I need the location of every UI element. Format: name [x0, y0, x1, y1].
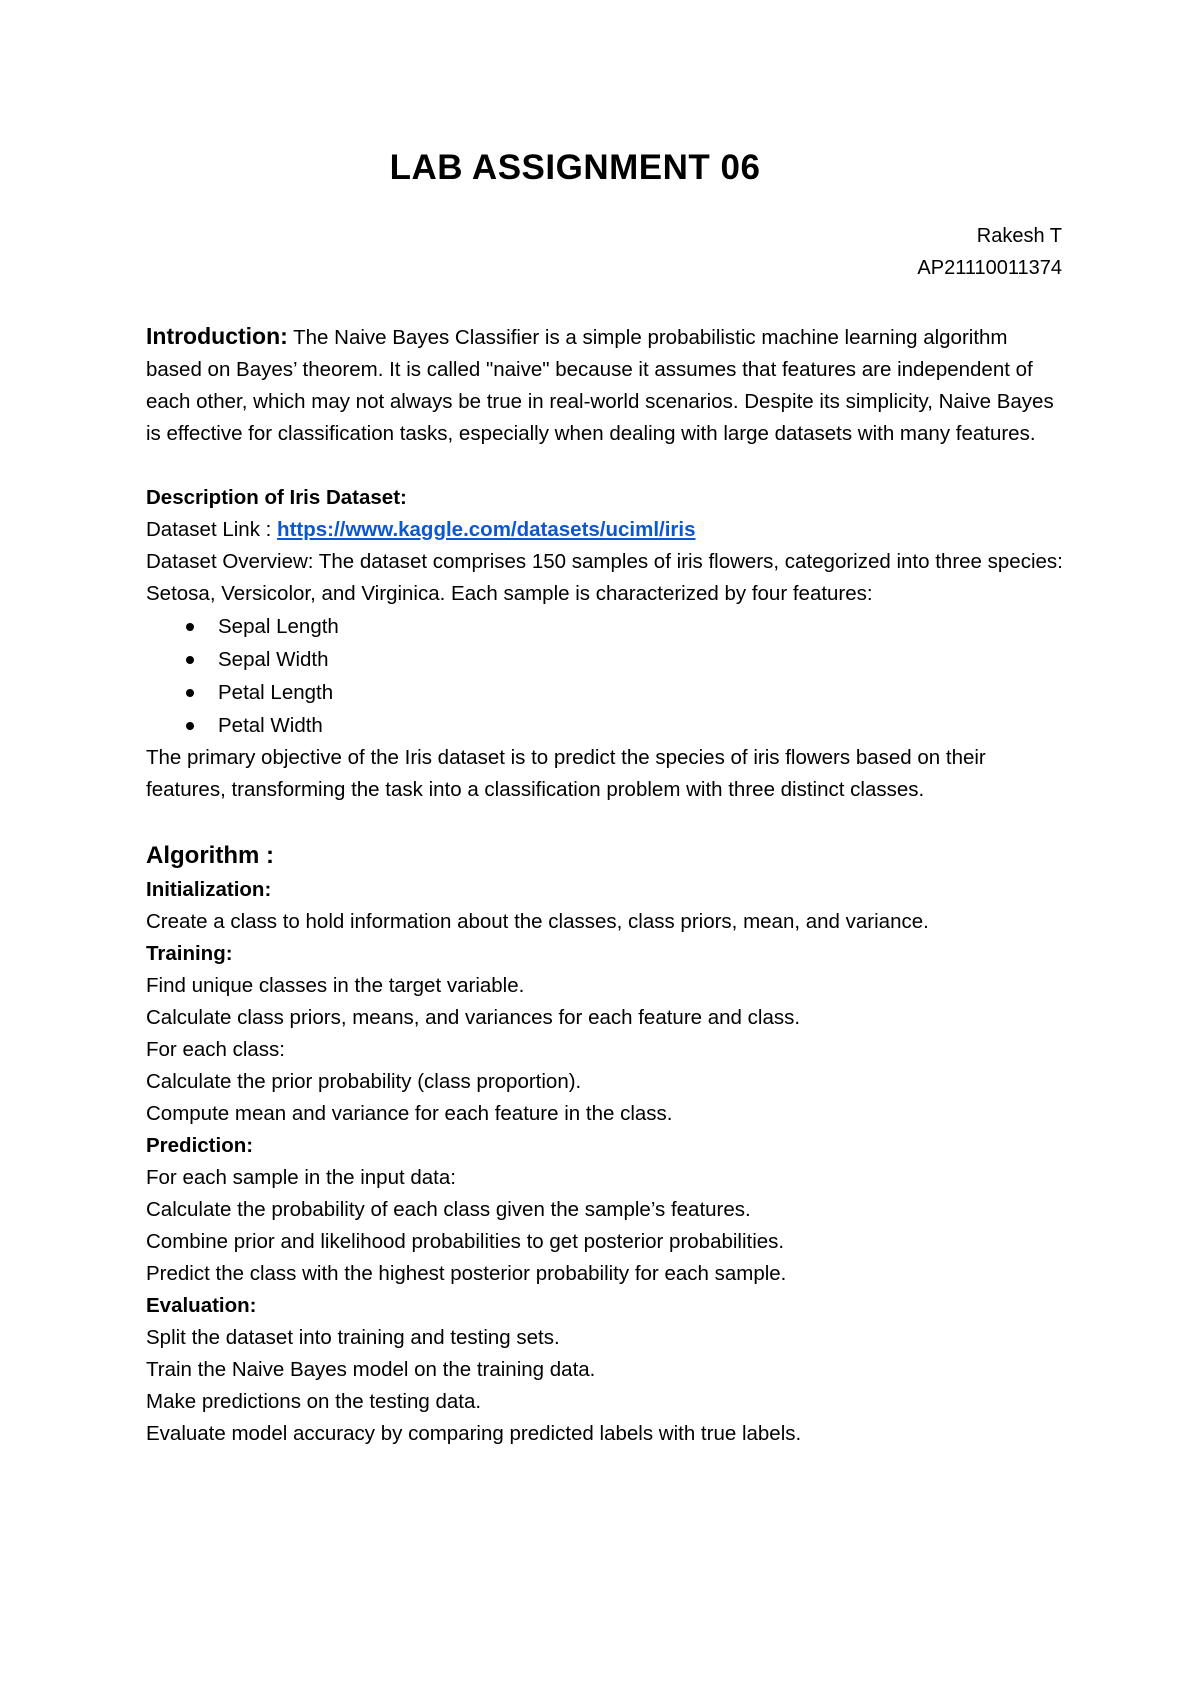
initialization-heading: Initialization: [146, 878, 272, 901]
training-line: For each class: [146, 1038, 285, 1061]
dataset-overview: Dataset Overview: The dataset comprises 150 samples of iris flowers, categorized into three species: Setosa, Versicolor, and Virginica. Each sample is characterized by four features: [146, 550, 1063, 605]
feature-label: Sepal Width [218, 648, 329, 671]
feature-label: Sepal Length [218, 615, 339, 638]
training-line: Find unique classes in the target variable. [146, 974, 525, 997]
prediction-line: Combine prior and likelihood probabilities to get posterior probabilities. [146, 1230, 785, 1253]
document-title: LAB ASSIGNMENT 06 [389, 148, 761, 187]
dataset-heading: Description of Iris Dataset: [146, 486, 407, 509]
dataset-link[interactable]: https://www.kaggle.com/datasets/uciml/iris [277, 518, 696, 541]
list-item [146, 709, 1066, 742]
prediction-heading: Prediction: [146, 1134, 254, 1157]
list-item [146, 610, 1066, 643]
evaluation-line: Train the Naive Bayes model on the training data. [146, 1358, 596, 1381]
bullet-icon [186, 656, 194, 664]
author-name: Rakesh T [976, 225, 1062, 247]
evaluation-line: Make predictions on the testing data. [146, 1390, 482, 1413]
prediction-line: Calculate the probability of each class given the sample’s features. [146, 1198, 751, 1221]
document-body [146, 320, 1066, 1450]
list-item [146, 643, 1066, 676]
evaluation-line: Evaluate model accuracy by comparing predicted labels with true labels. [146, 1422, 802, 1445]
introduction-paragraph [146, 320, 1066, 450]
dataset-link-label: Dataset Link : [146, 518, 278, 541]
prediction-line: Predict the class with the highest posterior probability for each sample. [146, 1262, 787, 1285]
feature-list [146, 610, 1066, 742]
training-line: Calculate the prior probability (class proportion). [146, 1070, 582, 1093]
training-heading: Training: [146, 942, 233, 965]
author-id: AP21110011374 [917, 257, 1062, 279]
introduction-heading: Introduction: [146, 323, 288, 349]
feature-label: Petal Width [218, 714, 323, 737]
initialization-line: Create a class to hold information about the classes, class priors, mean, and variance. [146, 910, 929, 933]
feature-label: Petal Length [218, 681, 334, 704]
evaluation-line: Split the dataset into training and testing sets. [146, 1326, 560, 1349]
bullet-icon [186, 689, 194, 697]
training-line: Compute mean and variance for each feature in the class. [146, 1102, 673, 1125]
author-block [917, 220, 1062, 284]
prediction-line: For each sample in the input data: [146, 1166, 456, 1189]
dataset-link-line [146, 514, 1066, 546]
dataset-objective: The primary objective of the Iris dataset is to predict the species of iris flowers based on their features, transforming the task into a classification problem with three distinct classes. [146, 746, 986, 801]
algorithm-heading: Algorithm : [146, 842, 274, 869]
list-item [146, 676, 1066, 709]
training-line: Calculate class priors, means, and variances for each feature and class. [146, 1006, 801, 1029]
bullet-icon [186, 722, 194, 730]
introduction-text: The Naive Bayes Classifier is a simple probabilistic machine learning algorithm based on Bayes’ theorem. It is called "naive" because it assumes that features are independent of each other, which may not always be true in real-world scenarios. Despite its simplicity, Naive Bayes is effective for classification tasks, especially when dealing with large datasets with many features. [146, 326, 1054, 445]
evaluation-heading: Evaluation: [146, 1294, 257, 1317]
bullet-icon [186, 623, 194, 631]
